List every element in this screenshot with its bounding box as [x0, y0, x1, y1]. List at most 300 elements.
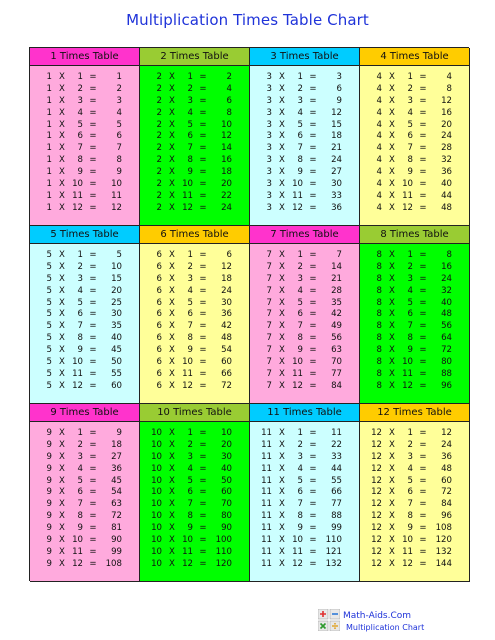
product: 12	[221, 261, 232, 272]
multiplier: 7	[407, 143, 413, 154]
table-row	[360, 452, 469, 464]
product: 14	[331, 261, 342, 272]
multiplier: 3	[187, 451, 193, 462]
table-row	[30, 357, 139, 369]
product: 36	[441, 451, 452, 462]
equals-sign: =	[199, 72, 207, 82]
table-header: 8 Times Table	[360, 226, 469, 244]
multiplicand: 6	[156, 321, 162, 332]
equals-sign: =	[199, 451, 207, 462]
multiplicand: 12	[371, 535, 382, 546]
multiplicand: 3	[266, 72, 272, 82]
equals-sign: =	[89, 107, 97, 118]
table-row	[30, 345, 139, 357]
times-table-10	[140, 404, 250, 582]
table-row	[140, 321, 249, 333]
table-header: 4 Times Table	[360, 48, 469, 66]
table-header: 2 Times Table	[140, 48, 249, 66]
table-row	[140, 499, 249, 511]
product: 8	[446, 83, 452, 94]
multiplier: 8	[407, 155, 413, 166]
multiplicand: 2	[156, 95, 162, 106]
table-row	[250, 381, 359, 393]
multiplicand: 3	[266, 107, 272, 118]
multiplicand: 7	[266, 309, 272, 320]
multiplier: 2	[407, 439, 413, 450]
product: 90	[221, 523, 232, 534]
product: 21	[331, 273, 342, 284]
multiplicand: 11	[261, 439, 272, 450]
table-row	[30, 369, 139, 381]
table-row	[30, 143, 139, 155]
equals-sign: =	[309, 297, 317, 308]
equals-sign: =	[89, 261, 97, 272]
times-sign: X	[169, 499, 175, 510]
multiplier: 8	[77, 333, 83, 344]
equals-sign: =	[199, 95, 207, 106]
product: 10	[111, 261, 122, 272]
product: 72	[441, 487, 452, 498]
product: 55	[111, 368, 122, 379]
equals-sign: =	[309, 107, 317, 118]
table-row	[140, 298, 249, 310]
multiplier: 1	[407, 250, 413, 260]
multiplicand: 8	[376, 380, 382, 391]
table-row	[360, 250, 469, 262]
equals-sign: =	[89, 190, 97, 201]
product: 56	[441, 321, 452, 332]
equals-sign: =	[199, 107, 207, 118]
times-sign: X	[279, 83, 285, 94]
product: 40	[441, 297, 452, 308]
multiplier: 2	[297, 439, 303, 450]
times-sign: X	[59, 439, 65, 450]
multiplier: 6	[297, 487, 303, 498]
equals-sign: =	[199, 368, 207, 379]
times-sign: X	[59, 72, 65, 82]
equals-sign: =	[309, 72, 317, 82]
product: 120	[435, 535, 452, 546]
multiplicand: 12	[371, 487, 382, 498]
multiplicand: 4	[376, 167, 382, 178]
multiplier: 9	[297, 523, 303, 534]
multiplier: 1	[187, 250, 193, 260]
multiplicand: 7	[266, 333, 272, 344]
equals-sign: =	[89, 83, 97, 94]
table-header: 10 Times Table	[140, 404, 249, 422]
multiplicand: 5	[46, 380, 52, 391]
multiplier: 11	[72, 190, 83, 201]
times-sign: X	[279, 143, 285, 154]
table-header: 3 Times Table	[250, 48, 359, 66]
product: 99	[111, 546, 122, 557]
equals-sign: =	[309, 380, 317, 391]
multiplicand: 2	[156, 143, 162, 154]
equals-sign: =	[199, 309, 207, 320]
multiplicand: 4	[376, 72, 382, 82]
table-row	[140, 84, 249, 96]
times-sign: X	[169, 380, 175, 391]
equals-sign: =	[309, 475, 317, 486]
times-sign: X	[59, 511, 65, 522]
product: 7	[336, 250, 342, 260]
times-sign: X	[169, 143, 175, 154]
times-sign: X	[389, 499, 395, 510]
table-row	[30, 476, 139, 488]
equals-sign: =	[199, 261, 207, 272]
multiplier: 9	[187, 167, 193, 178]
product: 80	[441, 357, 452, 368]
multiplier: 11	[292, 190, 303, 201]
multiplicand: 2	[156, 179, 162, 190]
product: 45	[111, 345, 122, 356]
product: 32	[441, 285, 452, 296]
multiplier: 4	[407, 463, 413, 474]
times-sign: X	[169, 535, 175, 546]
table-row	[140, 143, 249, 155]
multiplicand: 9	[46, 546, 52, 557]
table-rows	[360, 422, 469, 571]
product: 60	[441, 475, 452, 486]
product: 10	[221, 428, 232, 438]
multiplicand: 3	[266, 167, 272, 178]
equals-sign: =	[309, 511, 317, 522]
multiplicand: 2	[156, 202, 162, 213]
footer-subtitle: Multiplication Chart	[346, 623, 425, 632]
multiplier: 9	[77, 345, 83, 356]
product: 36	[221, 309, 232, 320]
multiplicand: 7	[266, 297, 272, 308]
multiplier: 3	[297, 95, 303, 106]
multiplicand: 7	[266, 261, 272, 272]
table-row	[250, 345, 359, 357]
product: 48	[441, 202, 452, 213]
table-row	[360, 357, 469, 369]
multiplicand: 1	[46, 202, 52, 213]
table-row	[360, 535, 469, 547]
multiplicand: 9	[46, 428, 52, 438]
multiplier: 11	[292, 368, 303, 379]
times-sign: X	[389, 309, 395, 320]
multiplier: 3	[77, 95, 83, 106]
product: 12	[221, 131, 232, 142]
multiplier: 3	[407, 95, 413, 106]
equals-sign: =	[309, 261, 317, 272]
multiplicand: 10	[151, 546, 162, 557]
multiplicand: 1	[46, 95, 52, 106]
multiplicand: 10	[151, 499, 162, 510]
product: 15	[331, 119, 342, 130]
multiplicand: 4	[376, 179, 382, 190]
table-row	[30, 72, 139, 84]
multiplier: 12	[292, 202, 303, 213]
multiplier: 5	[407, 119, 413, 130]
table-row	[30, 499, 139, 511]
multiplier: 8	[407, 333, 413, 344]
table-header: 7 Times Table	[250, 226, 359, 244]
table-row	[30, 191, 139, 203]
product: 25	[111, 297, 122, 308]
multiplier: 10	[402, 357, 413, 368]
multiplier: 2	[187, 439, 193, 450]
times-sign: X	[279, 131, 285, 142]
multiplicand: 6	[156, 273, 162, 284]
product: 5	[116, 250, 122, 260]
times-sign: X	[279, 107, 285, 118]
multiplier: 11	[182, 190, 193, 201]
equals-sign: =	[89, 297, 97, 308]
times-sign: X	[279, 333, 285, 344]
multiplicand: 11	[261, 475, 272, 486]
multiplier: 7	[187, 499, 193, 510]
product: 22	[221, 190, 232, 201]
equals-sign: =	[89, 333, 97, 344]
multiplicand: 5	[46, 321, 52, 332]
times-sign: X	[169, 107, 175, 118]
equals-sign: =	[309, 119, 317, 130]
equals-sign: =	[419, 439, 427, 450]
product: 21	[331, 143, 342, 154]
times-sign: X	[389, 321, 395, 332]
multiplicand: 6	[156, 285, 162, 296]
multiplicand: 5	[46, 333, 52, 344]
times-sign: X	[389, 535, 395, 546]
table-row	[250, 96, 359, 108]
table-row	[360, 203, 469, 215]
product: 6	[336, 83, 342, 94]
multiplier: 4	[297, 463, 303, 474]
product: 12	[441, 95, 452, 106]
times-sign: X	[279, 357, 285, 368]
table-row	[360, 487, 469, 499]
multiplier: 7	[77, 499, 83, 510]
multiplier: 11	[402, 368, 413, 379]
times-sign: X	[389, 357, 395, 368]
times-sign: X	[169, 451, 175, 462]
multiplicand: 10	[151, 451, 162, 462]
multiplier: 12	[72, 558, 83, 569]
table-rows	[360, 66, 469, 215]
product: 99	[331, 523, 342, 534]
table-rows	[30, 422, 139, 571]
product: 77	[331, 499, 342, 510]
times-table-2	[140, 48, 250, 226]
multiplier: 3	[407, 451, 413, 462]
multiplier: 11	[182, 546, 193, 557]
equals-sign: =	[89, 155, 97, 166]
equals-sign: =	[89, 463, 97, 474]
multiplicand: 8	[376, 345, 382, 356]
multiplicand: 1	[46, 119, 52, 130]
multiplicand: 10	[151, 463, 162, 474]
multiplicand: 1	[46, 131, 52, 142]
multiplier: 12	[402, 558, 413, 569]
product: 108	[435, 523, 452, 534]
equals-sign: =	[419, 368, 427, 379]
times-sign: X	[279, 72, 285, 82]
product: 4	[226, 83, 232, 94]
equals-sign: =	[309, 558, 317, 569]
multiplier: 3	[297, 273, 303, 284]
times-sign: X	[279, 499, 285, 510]
table-row	[140, 131, 249, 143]
multiplier: 3	[77, 451, 83, 462]
times-sign: X	[279, 368, 285, 379]
table-row	[250, 440, 359, 452]
multiplier: 6	[77, 309, 83, 320]
multiplicand: 4	[376, 95, 382, 106]
table-rows	[30, 66, 139, 215]
product: 24	[441, 131, 452, 142]
multiplicand: 8	[376, 333, 382, 344]
equals-sign: =	[199, 357, 207, 368]
times-sign: X	[279, 535, 285, 546]
equals-sign: =	[199, 333, 207, 344]
product: 7	[116, 143, 122, 154]
multiplicand: 12	[371, 463, 382, 474]
table-row	[140, 345, 249, 357]
times-sign: X	[279, 511, 285, 522]
multiplier: 3	[77, 273, 83, 284]
table-row	[30, 131, 139, 143]
times-sign: X	[389, 83, 395, 94]
times-sign: X	[59, 107, 65, 118]
multiplier: 7	[187, 143, 193, 154]
product: 63	[111, 499, 122, 510]
table-row	[140, 108, 249, 120]
equals-sign: =	[199, 202, 207, 213]
multiplicand: 4	[376, 131, 382, 142]
times-sign: X	[169, 131, 175, 142]
table-row	[140, 511, 249, 523]
table-row	[360, 143, 469, 155]
times-sign: X	[389, 333, 395, 344]
times-sign: X	[59, 487, 65, 498]
equals-sign: =	[89, 119, 97, 130]
product: 110	[325, 535, 342, 546]
table-rows	[250, 422, 359, 571]
table-row	[360, 523, 469, 535]
table-row	[360, 381, 469, 393]
times-sign: X	[169, 250, 175, 260]
table-row	[250, 250, 359, 262]
table-row	[360, 191, 469, 203]
multiplier: 5	[407, 475, 413, 486]
product: 24	[221, 202, 232, 213]
multiplicand: 3	[266, 190, 272, 201]
table-row	[250, 84, 359, 96]
product: 8	[226, 107, 232, 118]
multiplicand: 4	[376, 143, 382, 154]
multiplier: 7	[407, 499, 413, 510]
multiplier: 2	[407, 83, 413, 94]
equals-sign: =	[199, 439, 207, 450]
multiplicand: 12	[371, 428, 382, 438]
times-sign: X	[59, 321, 65, 332]
multiplier: 9	[297, 167, 303, 178]
equals-sign: =	[419, 558, 427, 569]
equals-sign: =	[89, 535, 97, 546]
table-row	[30, 309, 139, 321]
product: 66	[331, 487, 342, 498]
product: 50	[221, 475, 232, 486]
multiplicand: 1	[46, 107, 52, 118]
table-row	[360, 167, 469, 179]
multiplicand: 5	[46, 285, 52, 296]
product: 35	[111, 321, 122, 332]
table-row	[250, 499, 359, 511]
multiplier: 6	[297, 131, 303, 142]
product: 11	[111, 190, 122, 201]
equals-sign: =	[419, 535, 427, 546]
table-row	[250, 108, 359, 120]
multiplicand: 10	[151, 511, 162, 522]
multiplier: 9	[77, 167, 83, 178]
product: 49	[331, 321, 342, 332]
multiplier: 9	[187, 523, 193, 534]
product: 72	[111, 511, 122, 522]
multiplier: 6	[407, 487, 413, 498]
table-rows	[140, 244, 249, 393]
multiplier: 9	[77, 523, 83, 534]
equals-sign: =	[89, 428, 97, 438]
multiplier: 10	[292, 179, 303, 190]
equals-sign: =	[419, 131, 427, 142]
equals-sign: =	[89, 179, 97, 190]
multiplicand: 3	[266, 202, 272, 213]
table-row	[250, 286, 359, 298]
times-sign: X	[59, 451, 65, 462]
equals-sign: =	[199, 321, 207, 332]
table-row	[250, 511, 359, 523]
times-sign: X	[389, 558, 395, 569]
table-row	[360, 499, 469, 511]
multiplier: 12	[182, 202, 193, 213]
multiplicand: 3	[266, 143, 272, 154]
multiplicand: 5	[46, 368, 52, 379]
equals-sign: =	[419, 345, 427, 356]
multiplicand: 4	[376, 190, 382, 201]
multiplicand: 3	[266, 155, 272, 166]
multiplier: 6	[77, 487, 83, 498]
product: 33	[331, 451, 342, 462]
multiplicand: 5	[46, 357, 52, 368]
multiplicand: 4	[376, 155, 382, 166]
times-table-5	[30, 226, 140, 404]
multiplicand: 11	[261, 511, 272, 522]
table-row	[360, 274, 469, 286]
times-sign: X	[389, 475, 395, 486]
times-sign: X	[389, 345, 395, 356]
times-sign: X	[169, 309, 175, 320]
times-sign: X	[279, 475, 285, 486]
multiplicand: 12	[371, 523, 382, 534]
product: 24	[221, 285, 232, 296]
multiplier: 8	[297, 511, 303, 522]
table-row	[30, 250, 139, 262]
table-row	[250, 523, 359, 535]
multiplier: 2	[77, 83, 83, 94]
equals-sign: =	[89, 499, 97, 510]
table-row	[360, 333, 469, 345]
multiplicand: 1	[46, 167, 52, 178]
product: 28	[331, 285, 342, 296]
equals-sign: =	[419, 357, 427, 368]
product: 77	[331, 368, 342, 379]
times-sign: X	[279, 179, 285, 190]
table-row	[140, 440, 249, 452]
table-row	[360, 298, 469, 310]
